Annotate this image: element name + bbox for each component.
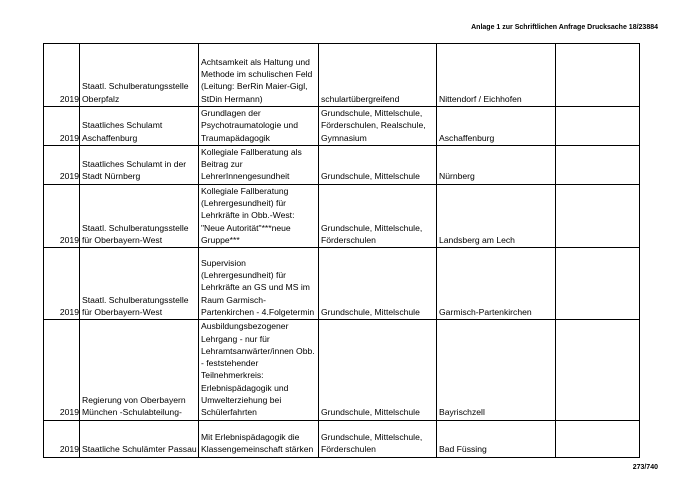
table-row	[44, 248, 640, 320]
office-cell: Staatl. Schulberatungsstelle für Oberbayern-West	[80, 248, 199, 320]
school-type-cell: schulartübergreifend	[319, 44, 437, 107]
empty-cell	[556, 145, 640, 184]
office-cell: Staatl. Schulberatungsstelle für Oberbayern-West	[80, 184, 199, 247]
year-cell: 2019	[44, 184, 80, 247]
year-cell: 2019	[44, 320, 80, 420]
school-type-cell: Grundschule, Mittelschule, Förderschulen	[319, 184, 437, 247]
empty-cell	[556, 44, 640, 107]
empty-cell	[556, 184, 640, 247]
school-type-cell: Grundschule, Mittelschule, Förderschulen, Realschule, Gymnasium	[319, 107, 437, 146]
year-cell: 2019	[44, 248, 80, 320]
table-row	[44, 145, 640, 184]
table-row	[44, 107, 640, 146]
table-row	[44, 420, 640, 457]
empty-cell	[556, 248, 640, 320]
place-cell: Nittendorf / Eichhofen	[437, 44, 556, 107]
table-row	[44, 44, 640, 107]
page-number: 273/740	[632, 464, 658, 471]
place-cell: Bayrischzell	[437, 320, 556, 420]
empty-cell	[556, 107, 640, 146]
place-cell: Aschaffenburg	[437, 107, 556, 146]
place-cell: Nürnberg	[437, 145, 556, 184]
topic-cell: Kollegiale Fallberatung (Lehrergesundheit) für Lehrkräfte in Obb.-West: "Neue Autorität"***neue Gruppe***	[199, 184, 319, 247]
office-cell: Regierung von Oberbayern München -Schulabteilung-	[80, 320, 199, 420]
table-row	[44, 184, 640, 247]
year-cell: 2019	[44, 44, 80, 107]
office-cell: Staatliches Schulamt in der Stadt Nürnberg	[80, 145, 199, 184]
school-type-cell: Grundschule, Mittelschule	[319, 320, 437, 420]
school-type-cell: Grundschule, Mittelschule, Förderschulen	[319, 420, 437, 457]
school-type-cell: Grundschule, Mittelschule	[319, 248, 437, 320]
page-header: Anlage 1 zur Schriftlichen Anfrage Drucksache 18/23884	[471, 24, 658, 31]
year-cell: 2019	[44, 420, 80, 457]
office-cell: Staatliche Schulämter Passau	[80, 420, 199, 457]
place-cell: Garmisch-Partenkirchen	[437, 248, 556, 320]
topic-cell: Kollegiale Fallberatung als Beitrag zur LehrerInnengesundheit	[199, 145, 319, 184]
topic-cell: Grundlagen der Psychotraumatologie und Traumapädagogik	[199, 107, 319, 146]
topic-cell: Ausbildungsbezogener Lehrgang - nur für Lehramtsanwärter/innen Obb. - feststehender Teilnehmerkreis: Erlebnispädagogik und Umwelterziehung bei Schülerfahrten	[199, 320, 319, 420]
table-row	[44, 320, 640, 420]
office-cell: Staatliches Schulamt Aschaffenburg	[80, 107, 199, 146]
place-cell: Bad Füssing	[437, 420, 556, 457]
place-cell: Landsberg am Lech	[437, 184, 556, 247]
topic-cell: Mit Erlebnispädagogik die Klassengemeinschaft stärken	[199, 420, 319, 457]
course-table	[43, 43, 640, 458]
empty-cell	[556, 420, 640, 457]
year-cell: 2019	[44, 107, 80, 146]
topic-cell: Supervision (Lehrergesundheit) für Lehrkräfte an GS und MS im Raum Garmisch-Partenkirchen - 4.Folgetermin	[199, 248, 319, 320]
topic-cell: Achtsamkeit als Haltung und Methode im schulischen Feld (Leitung: BerRin Maier-Gigl, StDin Hermann)	[199, 44, 319, 107]
school-type-cell: Grundschule, Mittelschule	[319, 145, 437, 184]
office-cell: Staatl. Schulberatungsstelle Oberpfalz	[80, 44, 199, 107]
empty-cell	[556, 320, 640, 420]
year-cell: 2019	[44, 145, 80, 184]
